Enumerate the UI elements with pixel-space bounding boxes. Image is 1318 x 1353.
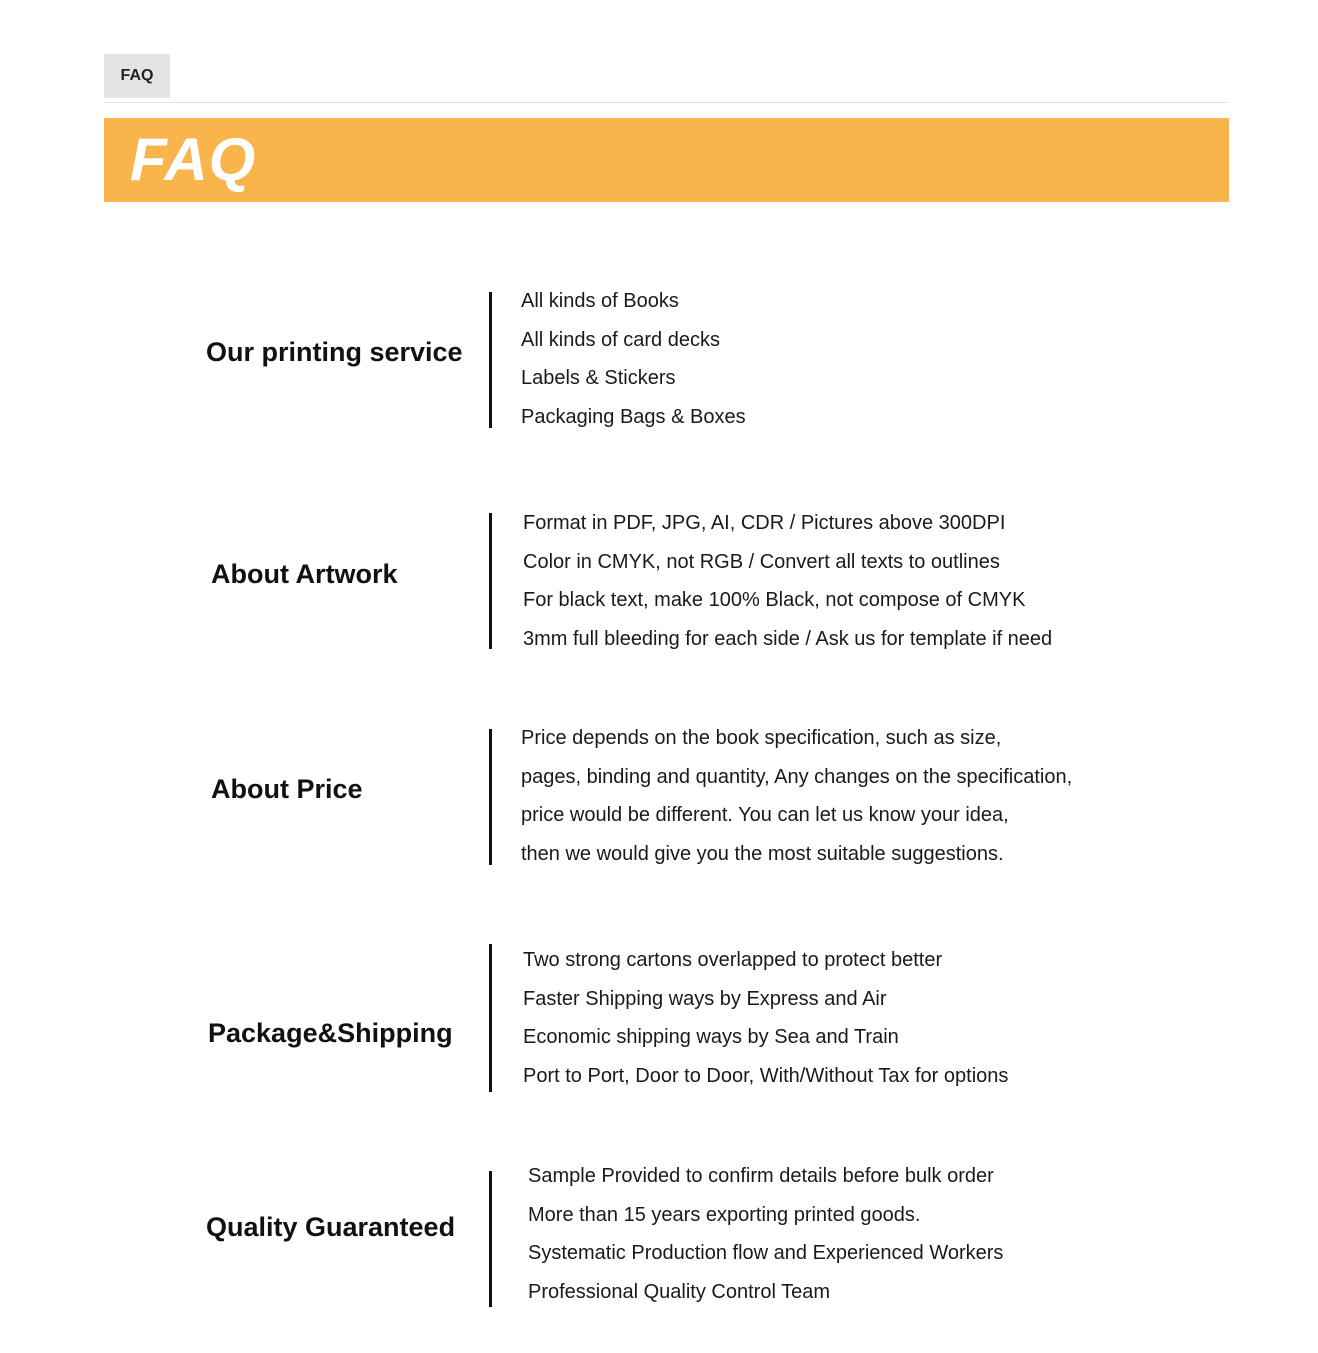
tab-faq[interactable]: FAQ	[104, 54, 170, 98]
section-lines	[523, 504, 1052, 658]
section-divider	[489, 729, 492, 865]
section-line: then we would give you the most suitable suggestions.	[521, 842, 1004, 865]
section-line: Packaging Bags & Boxes	[521, 405, 746, 428]
section-title: Package&Shipping	[208, 1017, 453, 1048]
section-title: About Price	[211, 773, 363, 804]
section-title: About Artwork	[211, 558, 398, 589]
section-line: Economic shipping ways by Sea and Train	[523, 1026, 899, 1048]
faq-section-printing-service	[0, 282, 1318, 428]
faq-banner	[104, 118, 1229, 202]
faq-section-artwork	[0, 504, 1318, 650]
section-line: Labels & Stickers	[521, 367, 676, 389]
section-line: 3mm full bleeding for each side / Ask us for template if need	[523, 627, 1053, 650]
section-line: More than 15 years exporting printed goods.	[528, 1203, 921, 1226]
section-line: Price depends on the book specification, such as size,	[521, 727, 1002, 749]
section-line: All kinds of card decks	[521, 328, 720, 351]
section-divider	[489, 292, 492, 428]
section-line: Port to Port, Door to Door, With/Without Tax for options	[523, 1064, 1009, 1087]
section-line: Sample Provided to confirm details before bulk order	[528, 1165, 994, 1187]
section-line: All kinds of Books	[521, 290, 679, 312]
section-line: Two strong cartons overlapped to protect better	[523, 949, 943, 971]
faq-section-quality	[0, 1157, 1318, 1303]
section-lines	[521, 719, 1072, 873]
banner-title: FAQ	[130, 126, 257, 193]
section-lines	[523, 941, 1008, 1095]
section-line: Professional Quality Control Team	[528, 1280, 830, 1303]
section-lines	[521, 282, 746, 436]
section-divider	[489, 513, 492, 649]
section-line: Systematic Production flow and Experienced Workers	[528, 1242, 1004, 1264]
section-line: Faster Shipping ways by Express and Air	[523, 987, 887, 1010]
section-title: Our printing service	[206, 336, 463, 367]
section-divider	[489, 944, 492, 1092]
faq-section-shipping	[0, 941, 1318, 1087]
faq-section-price	[0, 719, 1318, 865]
section-lines	[528, 1157, 1003, 1311]
section-line: pages, binding and quantity, Any changes on the specification,	[521, 765, 1073, 788]
section-line: For black text, make 100% Black, not compose of CMYK	[523, 589, 1026, 611]
section-title: Quality Guaranteed	[206, 1211, 456, 1242]
section-line: Format in PDF, JPG, AI, CDR / Pictures above 300DPI	[523, 512, 1006, 534]
section-divider	[489, 1171, 492, 1307]
section-line: Color in CMYK, not RGB / Convert all texts to outlines	[523, 550, 1000, 573]
section-line: price would be different. You can let us know your idea,	[521, 804, 1009, 826]
tab-bar	[104, 54, 1229, 103]
